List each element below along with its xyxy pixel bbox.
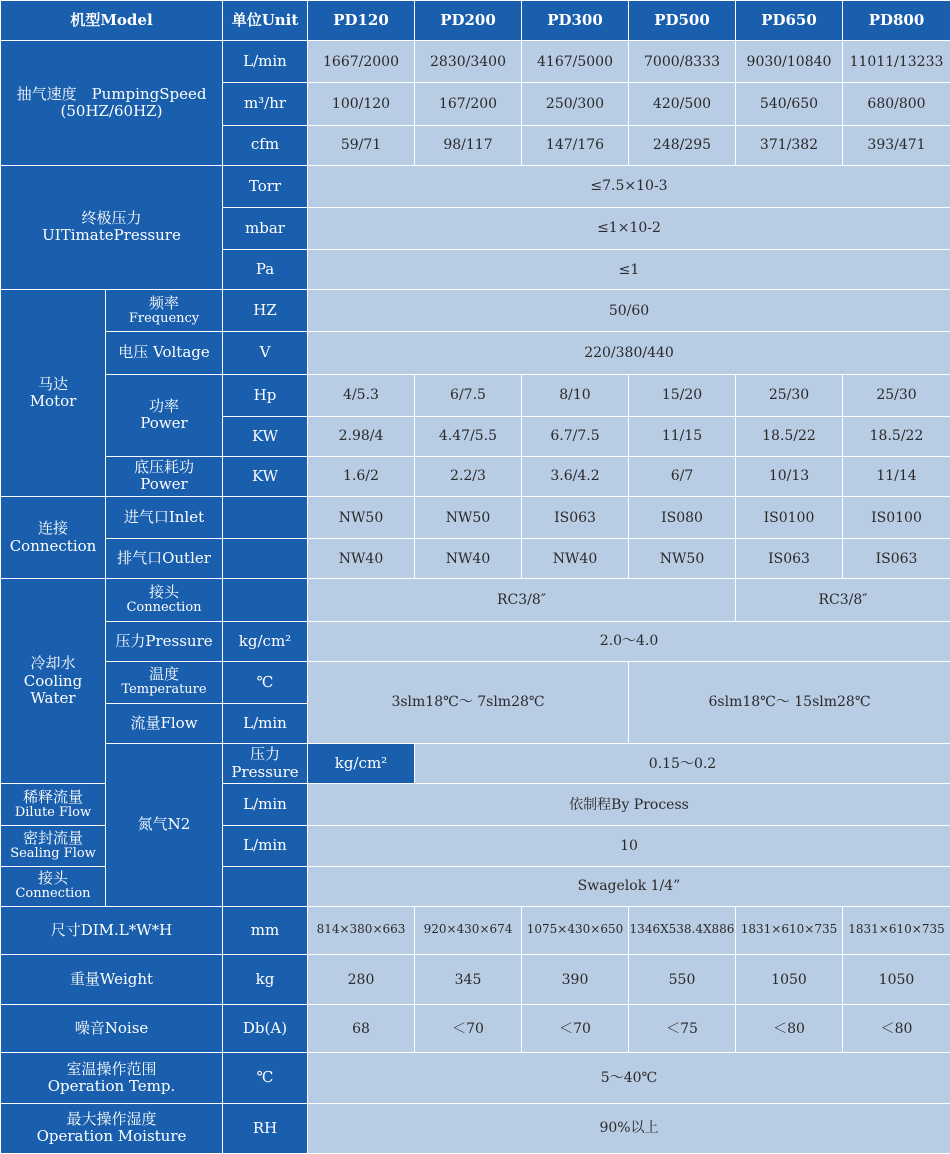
unit-cell: L/min [223, 703, 308, 743]
value-cell: 3.6/4.2 [522, 456, 629, 496]
op-temp-label [1, 1053, 223, 1103]
cooling-cn: 冷却水 [30, 654, 76, 673]
value-cell: ＜80 [843, 1005, 950, 1053]
op-temp-en: Operation Temp. [47, 1076, 176, 1095]
unit-header: 单位Unit [223, 1, 308, 41]
frequency-en: Frequency [128, 310, 200, 326]
unit-cell: kg/cm² [308, 744, 415, 784]
value-cell: 371/382 [736, 125, 843, 165]
model-header: 机型Model [1, 1, 223, 41]
ultimate-pressure-en: UITimatePressure [42, 226, 181, 245]
value-cell: NW40 [415, 539, 522, 579]
value-cell: 250/300 [522, 83, 629, 125]
table-row [1, 332, 950, 374]
dimension-label: 尺寸DIM.L*W*H [1, 906, 223, 954]
power-label [106, 374, 223, 456]
value-cell: 11/14 [843, 456, 950, 496]
value-cell: IS063 [736, 539, 843, 579]
value-cell: 18.5/22 [843, 416, 950, 456]
value-cell: ≤1×10-2 [308, 207, 950, 249]
value-cell: 280 [308, 954, 415, 1004]
value-cell: RC3/8″ [736, 579, 950, 621]
table-row [1, 456, 950, 496]
value-cell: 345 [415, 954, 522, 1004]
unit-cell: RH [223, 1103, 308, 1153]
table-row [1, 1005, 950, 1053]
unit-cell: Torr [223, 165, 308, 207]
value-cell: 50/60 [308, 290, 950, 332]
unit-cell: KW [223, 456, 308, 496]
value-cell: 9030/10840 [736, 41, 843, 83]
value-cell: IS063 [522, 497, 629, 539]
value-cell: 7000/8333 [629, 41, 736, 83]
table-row [1, 661, 950, 703]
value-cell: 1.6/2 [308, 456, 415, 496]
value-cell: 25/30 [843, 374, 950, 416]
value-cell: 393/471 [843, 125, 950, 165]
value-cell: 90%以上 [308, 1103, 950, 1153]
value-cell: 10 [308, 826, 950, 866]
weight-label: 重量Weight [1, 954, 223, 1004]
value-cell: 11011/13233 [843, 41, 950, 83]
unit-cell: L/min [223, 826, 308, 866]
value-cell: IS0100 [736, 497, 843, 539]
value-cell: NW50 [629, 539, 736, 579]
voltage-label: 电压 Voltage [106, 332, 223, 374]
unit-cell-empty [223, 579, 308, 621]
value-cell: 25/30 [736, 374, 843, 416]
value-cell: 550 [629, 954, 736, 1004]
noise-label: 噪音Noise [1, 1005, 223, 1053]
value-cell: 18.5/22 [736, 416, 843, 456]
value-cell: 4167/5000 [522, 41, 629, 83]
value-cell: 6/7.5 [415, 374, 522, 416]
connection-label [1, 497, 106, 579]
model-pd500: PD500 [629, 1, 736, 41]
value-cell: 5～40℃ [308, 1053, 950, 1103]
value-cell: 1831×610×735 [843, 906, 950, 954]
cooling-water-label [1, 579, 106, 784]
value-cell: 814×380×663 [308, 906, 415, 954]
value-cell: NW40 [308, 539, 415, 579]
value-cell: IS0100 [843, 497, 950, 539]
table-row [1, 1053, 950, 1103]
table-row [1, 744, 950, 784]
value-cell: ＜75 [629, 1005, 736, 1053]
value-cell: 920×430×674 [415, 906, 522, 954]
model-pd800: PD800 [843, 1, 950, 41]
unit-cell: mbar [223, 207, 308, 249]
model-pd200: PD200 [415, 1, 522, 41]
cooling-joint-en: Connection [126, 600, 202, 616]
value-cell: 4/5.3 [308, 374, 415, 416]
cooling-en-2: Water [30, 688, 76, 707]
cooling-pressure-label: 压力Pressure [106, 621, 223, 661]
value-cell: IS080 [629, 497, 736, 539]
cooling-temperature-en: Temperature [121, 682, 207, 698]
n2-pressure-label: 压力Pressure [223, 744, 308, 784]
unit-cell-empty [223, 866, 308, 906]
cooling-temperature-label [106, 661, 223, 703]
value-cell: 2.2/3 [415, 456, 522, 496]
value-cell: 680/800 [843, 83, 950, 125]
sealing-flow-label [1, 826, 106, 866]
value-cell: NW50 [415, 497, 522, 539]
nitrogen-label: 氮气N2 [106, 744, 223, 907]
dilute-flow-en: Dilute Flow [14, 805, 92, 820]
cooling-joint-label [106, 579, 223, 621]
inlet-label: 进气口Inlet [106, 497, 223, 539]
op-temp-cn: 室温操作范围 [66, 1059, 157, 1078]
table-row [1, 290, 950, 332]
value-cell: 2830/3400 [415, 41, 522, 83]
value-cell: 6/7 [629, 456, 736, 496]
pumping-speed-hz: (50HZ/60HZ) [60, 101, 163, 120]
pumping-speed-label [1, 41, 223, 166]
value-cell: 依制程By Process [308, 784, 950, 826]
ultimate-pressure-cn: 终极压力 [81, 209, 142, 228]
value-cell: NW40 [522, 539, 629, 579]
value-cell: 0.15～0.2 [415, 744, 950, 784]
unit-cell: HZ [223, 290, 308, 332]
unit-cell: m³/hr [223, 83, 308, 125]
n2-joint-label [1, 866, 106, 906]
low-power-label [106, 456, 223, 496]
value-cell: 1075×430×650 [522, 906, 629, 954]
table-row [1, 1103, 950, 1153]
value-cell: 147/176 [522, 125, 629, 165]
value-cell: 3slm18℃～ 7slm28℃ [308, 661, 629, 743]
unit-cell: L/min [223, 41, 308, 83]
value-cell: 68 [308, 1005, 415, 1053]
value-cell: 1346X538.4X886 [629, 906, 736, 954]
cooling-temperature-cn: 温度 [148, 665, 179, 684]
table-row [1, 906, 950, 954]
table-row [1, 374, 950, 416]
value-cell: RC3/8″ [308, 579, 736, 621]
op-moisture-cn: 最大操作湿度 [66, 1110, 157, 1129]
table-row [1, 621, 950, 661]
value-cell: 6slm18℃～ 15slm28℃ [629, 661, 950, 743]
power-cn: 功率 [148, 396, 179, 415]
unit-cell: Pa [223, 250, 308, 290]
cooling-flow-label: 流量Flow [106, 703, 223, 743]
table-row [1, 539, 950, 579]
model-pd120: PD120 [308, 1, 415, 41]
unit-cell: ℃ [223, 661, 308, 703]
value-cell: 540/650 [736, 83, 843, 125]
unit-cell: KW [223, 416, 308, 456]
sealing-flow-en: Sealing Flow [10, 846, 96, 862]
value-cell: 4.47/5.5 [415, 416, 522, 456]
unit-cell: mm [223, 906, 308, 954]
motor-en: Motor [29, 392, 77, 411]
unit-cell: ℃ [223, 1053, 308, 1103]
dilute-flow-cn: 稀释流量 [22, 787, 83, 806]
cooling-joint-cn: 接头 [148, 582, 179, 601]
pumping-speed-title: 抽气速度 PumpingSpeed [16, 84, 207, 103]
ultimate-pressure-label [1, 165, 223, 290]
dilute-flow-label [1, 784, 106, 826]
n2-joint-cn: 接头 [37, 869, 68, 888]
value-cell: ≤1 [308, 250, 950, 290]
value-cell: ＜80 [736, 1005, 843, 1053]
unit-cell: L/min [223, 784, 308, 826]
table-row [1, 41, 950, 83]
value-cell: 100/120 [308, 83, 415, 125]
value-cell: ＜70 [415, 1005, 522, 1053]
n2-joint-en: Connection [15, 886, 91, 902]
value-cell: 248/295 [629, 125, 736, 165]
low-power-en: Power [140, 475, 188, 494]
value-cell: 420/500 [629, 83, 736, 125]
value-cell: 6.7/7.5 [522, 416, 629, 456]
unit-cell: kg [223, 954, 308, 1004]
value-cell: 1667/2000 [308, 41, 415, 83]
frequency-label [106, 290, 223, 332]
motor-cn: 马达 [37, 374, 68, 393]
value-cell: 98/117 [415, 125, 522, 165]
value-cell: ≤7.5×10-3 [308, 165, 950, 207]
header-row [1, 1, 950, 41]
value-cell: 15/20 [629, 374, 736, 416]
value-cell: ＜70 [522, 1005, 629, 1053]
motor-label [1, 290, 106, 497]
table-row [1, 497, 950, 539]
connection-cn: 连接 [37, 519, 68, 538]
value-cell: 167/200 [415, 83, 522, 125]
table-row [1, 954, 950, 1004]
op-moisture-en: Operation Moisture [36, 1127, 187, 1146]
unit-cell: Db(A) [223, 1005, 308, 1053]
unit-cell: Hp [223, 374, 308, 416]
value-cell: 10/13 [736, 456, 843, 496]
unit-cell-empty [223, 497, 308, 539]
value-cell: 1050 [736, 954, 843, 1004]
cooling-en-1: Cooling [23, 671, 83, 690]
value-cell: 8/10 [522, 374, 629, 416]
unit-cell: cfm [223, 125, 308, 165]
value-cell: 2.0～4.0 [308, 621, 950, 661]
model-pd300: PD300 [522, 1, 629, 41]
low-power-cn: 底压耗功 [133, 458, 194, 477]
value-cell: 1831×610×735 [736, 906, 843, 954]
op-moisture-label [1, 1103, 223, 1153]
value-cell: 11/15 [629, 416, 736, 456]
frequency-cn: 频率 [148, 293, 179, 312]
unit-cell: kg/cm² [223, 621, 308, 661]
unit-cell: V [223, 332, 308, 374]
sealing-flow-cn: 密封流量 [22, 828, 83, 847]
value-cell: 1050 [843, 954, 950, 1004]
value-cell: 59/71 [308, 125, 415, 165]
value-cell: IS063 [843, 539, 950, 579]
outlet-label: 排气口Outler [106, 539, 223, 579]
model-pd650: PD650 [736, 1, 843, 41]
value-cell: Swagelok 1/4” [308, 866, 950, 906]
value-cell: 220/380/440 [308, 332, 950, 374]
value-cell: 390 [522, 954, 629, 1004]
value-cell: NW50 [308, 497, 415, 539]
table-row [1, 579, 950, 621]
unit-cell-empty [223, 539, 308, 579]
connection-en: Connection [9, 536, 97, 555]
table-row [1, 165, 950, 207]
value-cell: 2.98/4 [308, 416, 415, 456]
power-en: Power [140, 414, 188, 433]
